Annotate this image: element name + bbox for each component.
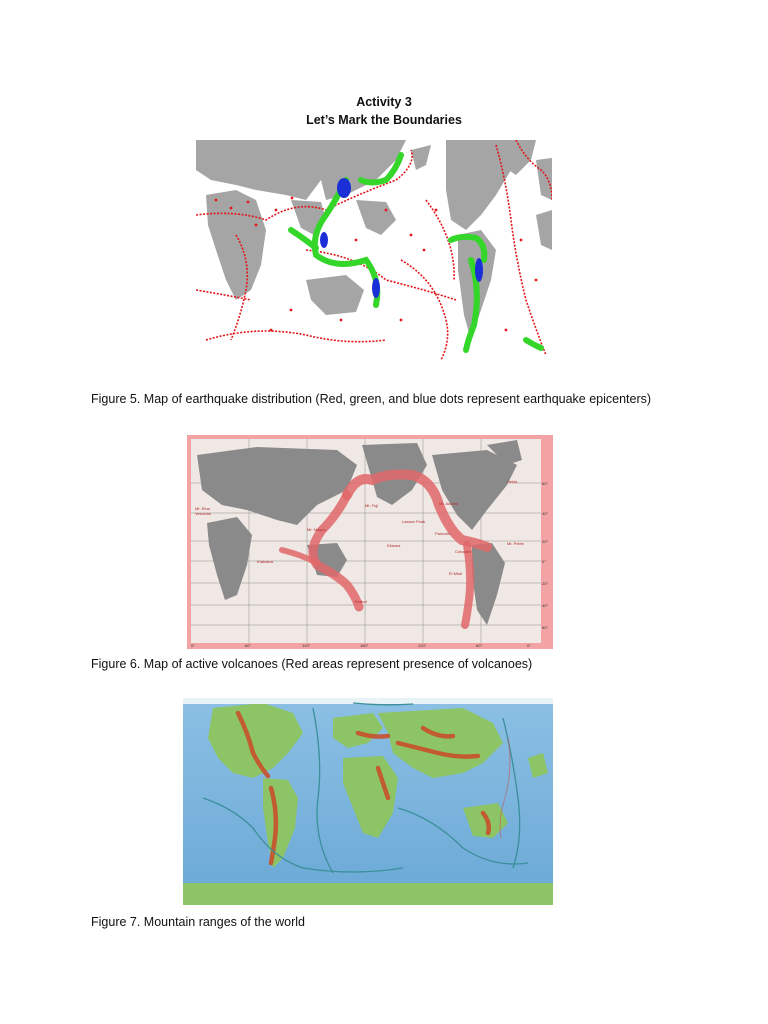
svg-text:120°: 120° bbox=[302, 643, 311, 648]
svg-text:20°: 20° bbox=[542, 539, 549, 544]
earthquake-map-svg bbox=[196, 140, 552, 360]
svg-text:40°: 40° bbox=[542, 511, 549, 516]
svg-text:Mt. Mayon: Mt. Mayon bbox=[307, 527, 326, 532]
svg-text:0°: 0° bbox=[527, 643, 531, 648]
svg-text:Krakatoa: Krakatoa bbox=[257, 559, 274, 564]
activity-title: Let’s Mark the Boundaries bbox=[306, 113, 462, 127]
svg-text:Vesuvius: Vesuvius bbox=[195, 511, 212, 516]
svg-text:120°: 120° bbox=[418, 643, 427, 648]
svg-text:20°: 20° bbox=[542, 581, 549, 586]
mountain-map bbox=[183, 698, 553, 905]
volcano-map bbox=[187, 435, 553, 649]
svg-text:60°: 60° bbox=[245, 643, 252, 648]
svg-text:0°: 0° bbox=[542, 559, 546, 564]
svg-text:40°: 40° bbox=[542, 603, 549, 608]
svg-text:Paricutin: Paricutin bbox=[435, 531, 451, 536]
earthquake-map bbox=[196, 140, 552, 360]
activity-number: Activity 3 bbox=[356, 95, 412, 109]
svg-text:Mt. Fuji: Mt. Fuji bbox=[365, 503, 379, 508]
svg-text:Mt. Pelée: Mt. Pelée bbox=[507, 541, 524, 546]
svg-text:Cotopaxi: Cotopaxi bbox=[455, 549, 471, 554]
mountain-polar-strip bbox=[183, 698, 553, 704]
svg-text:0°: 0° bbox=[191, 643, 195, 648]
svg-text:Hekla: Hekla bbox=[507, 479, 518, 484]
svg-text:Kerinci: Kerinci bbox=[355, 599, 368, 604]
svg-text:Mt. Adams: Mt. Adams bbox=[439, 501, 458, 506]
svg-text:El Misti: El Misti bbox=[449, 571, 462, 576]
figure-7-caption: Figure 7. Mountain ranges of the world bbox=[91, 915, 306, 929]
svg-text:60°: 60° bbox=[476, 643, 483, 648]
svg-text:60°: 60° bbox=[542, 625, 549, 630]
svg-text:Mt. Etna: Mt. Etna bbox=[195, 506, 210, 511]
volcano-map-svg bbox=[187, 435, 553, 649]
figure-5-caption: Figure 5. Map of earthquake distribution (Red, green, and blue dots represent earthquake epicenters) bbox=[91, 392, 652, 406]
svg-text:60°: 60° bbox=[542, 481, 549, 486]
svg-text:180°: 180° bbox=[360, 643, 369, 648]
mountain-map-svg bbox=[183, 698, 553, 905]
activity-heading bbox=[0, 93, 768, 129]
figure-6-caption: Figure 6. Map of active volcanoes (Red areas represent presence of volcanoes) bbox=[91, 657, 533, 671]
svg-text:Lassen Peak: Lassen Peak bbox=[402, 519, 426, 524]
svg-text:Kilauea: Kilauea bbox=[387, 543, 401, 548]
